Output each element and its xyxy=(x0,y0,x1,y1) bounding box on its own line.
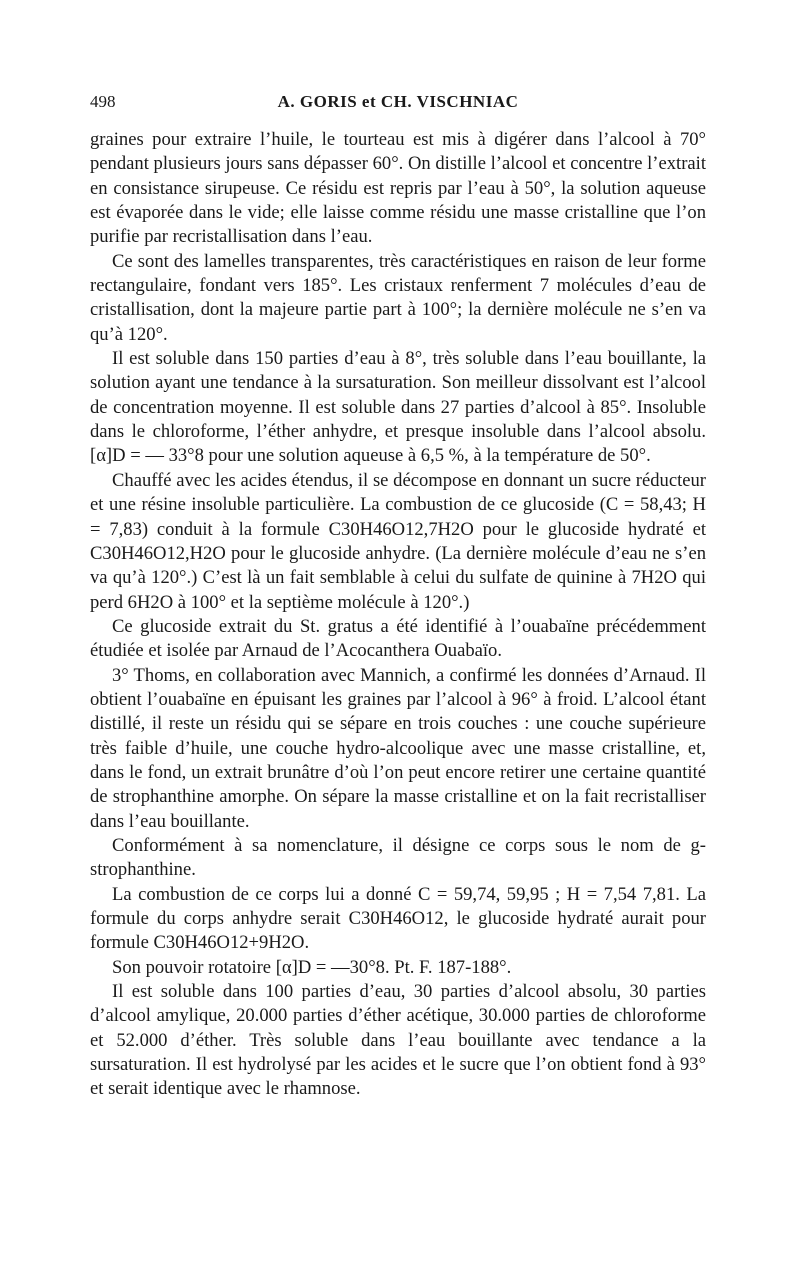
paragraph-extraction: graines pour extraire l’huile, le tourteau est mis à digérer dans l’alcool à 70° pendant plusieurs jours sans dépasser 60°. On distille l’alcool et concentre l’extrait en consistance sirupeuse. Ce résidu est repris par l’eau à 50°, la solution aqueuse est évaporée dans le vide; elle laisse comme résidu une masse cristalline que l’on purifie par recristallisation dans l’eau. xyxy=(90,129,706,248)
paragraph-formula: La combustion de ce corps lui a donné C = 59,74, 59,95 ; H = 7,54 7,81. La formule du corps anhydre serait C30H46O12, le glucoside hydraté aurait pour formule C30H46O12+9H2O. xyxy=(90,883,706,954)
paragraph-solubility-2: Il est soluble dans 100 parties d’eau, 30 parties d’alcool absolu, 30 parties d’alcool amylique, 20.000 parties d’éther acétique, 30.000 parties de chloroforme et 52.000 d’éther. Très soluble dans l’eau bouillante avec tendance a la sursaturation. Il est hydrolysé par les acides et le sucre que l’on obtient fond à 93° et serait identique avec le rhamnose. xyxy=(90,981,706,1100)
paragraph-rotation: Son pouvoir rotatoire [α]D = —30°8. Pt. F. 187-188°. xyxy=(112,956,512,978)
running-title: A. GORIS et CH. VISCHNIAC xyxy=(277,92,519,111)
paragraph-thoms: 3° Thoms, en collaboration avec Mannich, a confirmé les données d’Arnaud. Il obtient l’ouabaïne en épuisant les graines par l’alcool à 96° à froid. L’alcool étant distillé, il reste un résidu qui se sépare en trois couches : une couche supérieure très faible d’huile, une couche hydro-alcoolique avec une masse cristalline, et, dans le fond, un extrait brunâtre d’où l’on peut encore retirer une certaine quantité de strophanthine amorphe. On sépare la masse cristalline et on la fait recristalliser dans l’eau bouillante. xyxy=(90,664,706,832)
paragraph-combustion: Chauffé avec les acides étendus, il se décompose en donnant un sucre réducteur et une résine insoluble particulière. La combustion de ce glucoside (C = 58,43; H = 7,83) conduit à la formule C30H46O12,7H2O pour le glucoside hydraté et C30H46O12,H2O pour le glucoside anhydre. (La dernière molécule d’eau ne s’en va qu’à 120°.) C’est là un fait semblable à celui du sulfate de quinine à 7H2O qui perd 6H2O à 100° et la septième molécule à 120°.) xyxy=(90,469,706,613)
paragraph-crystals: Ce sont des lamelles transparentes, très caractéristiques en raison de leur forme rectangulaire, fondant vers 185°. Les cristaux renferment 7 molécules d’eau de cristallisation, dont la majeure partie part à 100°; la dernière molécule ne s’en va qu’à 120°. xyxy=(90,250,706,345)
page-number: 498 xyxy=(90,92,116,111)
paragraph-identification: Ce glucoside extrait du St. gratus a été identifié à l’ouabaïne précédemment étudiée et isolée par Arnaud de l’Acocanthera Ouabaïo. xyxy=(90,615,706,662)
body-text xyxy=(90,128,706,1102)
page-header xyxy=(90,90,706,114)
paragraph-nomenclature: Conformément à sa nomenclature, il désigne ce corps sous le nom de g-strophanthine. xyxy=(90,834,706,881)
paragraph-solubility: Il est soluble dans 150 parties d’eau à 8°, très soluble dans l’eau bouillante, la solution ayant une tendance à la sursaturation. Son meilleur dissolvant est l’alcool de concentration moyenne. Il est soluble dans 27 parties d’alcool à 85°. Insoluble dans le chloroforme, l’éther anhydre, et presque insoluble dans l’alcool absolu. [α]D = — 33°8 pour une solution aqueuse à 6,5 %, à la température de 50°. xyxy=(90,348,706,467)
